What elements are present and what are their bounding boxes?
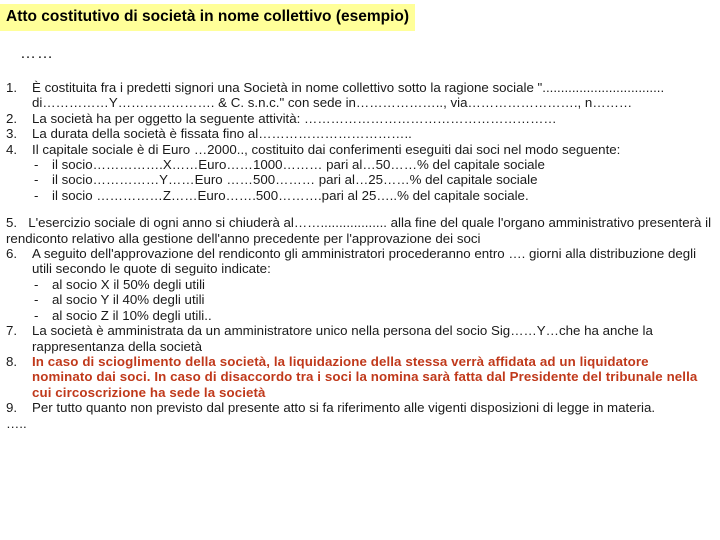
document-title: Atto costitutivo di società in nome collettivo (esempio) bbox=[0, 4, 415, 31]
article-text: A seguito dell'approvazione del rendiconto gli amministratori procederanno entro …. giorni alla distribuzione degli utili secondo le quote di seguito indicate: bbox=[32, 246, 697, 277]
article-text: La società è amministrata da un amministratore unico nella persona del socio Sig……Y…che ha anche la rappresentanza della società bbox=[32, 323, 653, 354]
article-number: 9. bbox=[6, 400, 18, 416]
article-2 bbox=[6, 111, 712, 126]
list-item bbox=[32, 157, 712, 172]
list-item-text: al socio X il 50% degli utili bbox=[52, 276, 205, 292]
dash-marker: - bbox=[34, 172, 39, 188]
article-number: 4. bbox=[6, 141, 18, 157]
article-text: È costituita fra i predetti signori una Società in nome collettivo sotto la ragione sociale "................................. di……………Y…………………. & C. s.n.c." con sede in……………….., via……………………., n……… bbox=[32, 80, 665, 111]
article-text-highlighted: In caso di scioglimento della società, la liquidazione della stessa verrà affidata ad un liquidatore nominato dai soci. In caso di disaccordo tra i soci la nomina sarà fatta dal Presidente del tribunale nella cui circoscrizione ha sede la società bbox=[32, 353, 698, 400]
list-item-text: il socio…………….X……Euro……1000……… pari al…50……% del capitale sociale bbox=[52, 157, 545, 173]
article-number: 6. bbox=[6, 246, 18, 262]
article-8 bbox=[6, 354, 712, 400]
article-number: 5. bbox=[6, 215, 18, 231]
dash-marker: - bbox=[34, 307, 39, 323]
intro-ellipsis: …… bbox=[20, 45, 54, 62]
article-text: La durata della società è fissata fino al…………………………….. bbox=[32, 126, 412, 142]
list-item bbox=[32, 292, 712, 307]
article-text: La società ha per oggetto la seguente attività: ………………………………………………… bbox=[32, 110, 557, 126]
dash-marker: - bbox=[34, 276, 39, 292]
article-number: 3. bbox=[6, 126, 18, 142]
document-body bbox=[6, 80, 712, 431]
list-item-text: il socio……………Y……Euro ……500……… pari al…25……% del capitale sociale bbox=[52, 172, 538, 188]
article-1 bbox=[6, 80, 712, 111]
article-9 bbox=[6, 400, 712, 415]
list-item-text: il socio ……………Z……Euro…….500……….pari al 25…..% del capitale sociale. bbox=[52, 187, 529, 203]
article-text: Per tutto quanto non previsto dal presente atto si fa riferimento alle vigenti disposizioni di legge in materia. bbox=[32, 400, 656, 416]
list-item bbox=[32, 308, 712, 323]
list-item-text: al socio Y il 40% degli utili bbox=[52, 292, 205, 308]
spacer bbox=[6, 203, 712, 215]
article-text: L'esercizio sociale di ogni anno si chiuderà al…….................. alla fine del quale l'organo amministrativo presenterà il rendiconto relativo alla gestione dell'anno precedente per l'approvazione dei soci bbox=[6, 215, 712, 246]
article-6 bbox=[6, 246, 712, 323]
article-number: 7. bbox=[6, 323, 18, 339]
list-item-text: al socio Z il 10% degli utili.. bbox=[52, 307, 212, 323]
article-number: 8. bbox=[6, 353, 18, 369]
article-4 bbox=[6, 142, 712, 204]
dash-marker: - bbox=[34, 157, 39, 173]
closing-ellipsis: ….. bbox=[6, 415, 27, 431]
article-3 bbox=[6, 126, 712, 141]
article-number: 1. bbox=[6, 80, 18, 95]
article-5 bbox=[6, 215, 712, 246]
article-text: Il capitale sociale è di Euro …2000.., costituito dai conferimenti eseguiti dai soci nel modo seguente: bbox=[32, 141, 621, 157]
list-item bbox=[32, 277, 712, 292]
list-item bbox=[32, 188, 712, 203]
article-number: 2. bbox=[6, 110, 18, 126]
dash-marker: - bbox=[34, 292, 39, 308]
list-item bbox=[32, 172, 712, 187]
article-7 bbox=[6, 323, 712, 354]
dash-marker: - bbox=[34, 187, 39, 203]
